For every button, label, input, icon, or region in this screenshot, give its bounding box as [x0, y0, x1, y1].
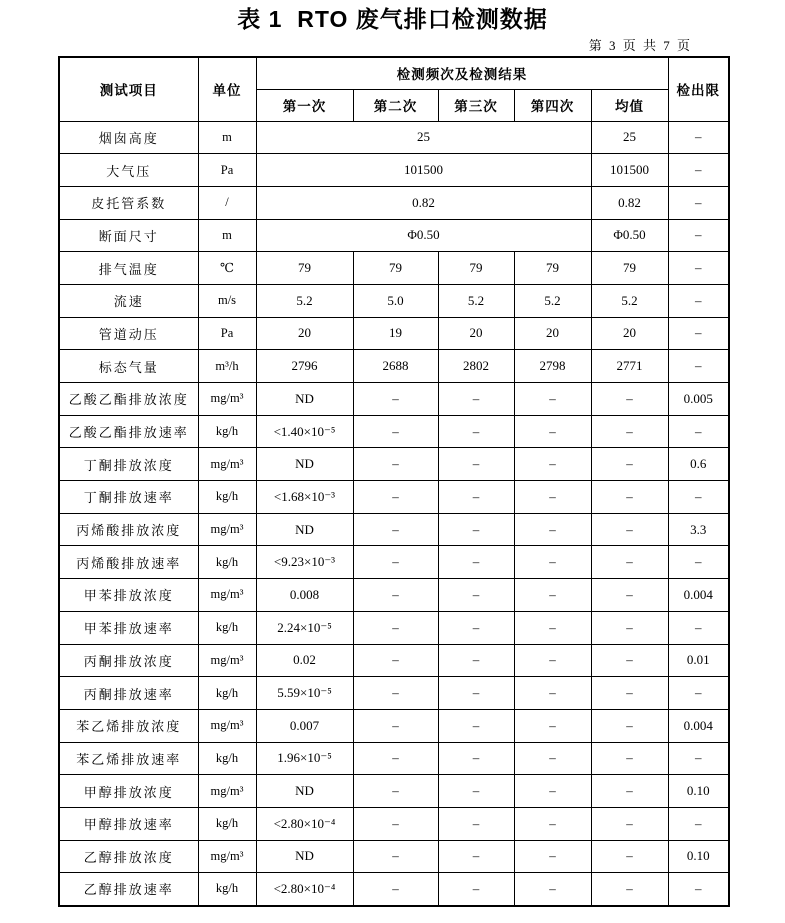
row-item-label: 乙醇排放速率 [59, 873, 198, 906]
detection-data-table [58, 56, 730, 907]
row-value-4: – [514, 873, 591, 906]
table-row [59, 677, 729, 710]
row-value-2: – [353, 644, 438, 677]
row-detection-limit: 3.3 [668, 513, 729, 546]
row-average: – [591, 807, 668, 840]
row-value-4: 2798 [514, 350, 591, 383]
row-average: – [591, 644, 668, 677]
row-value-4: – [514, 415, 591, 448]
row-detection-limit: – [668, 317, 729, 350]
row-item-label: 乙酸乙酯排放速率 [59, 415, 198, 448]
row-detection-limit: 0.6 [668, 448, 729, 481]
row-unit: mg/m³ [198, 840, 256, 873]
row-merged-value: 25 [256, 121, 591, 154]
row-value-3: – [438, 677, 514, 710]
table-row [59, 252, 729, 285]
row-value-2: – [353, 481, 438, 514]
header-row-group [59, 57, 729, 89]
table-row [59, 284, 729, 317]
row-detection-limit: 0.10 [668, 840, 729, 873]
row-average: – [591, 873, 668, 906]
row-value-1: ND [256, 383, 353, 416]
row-item-label: 甲醇排放浓度 [59, 775, 198, 808]
row-average: – [591, 775, 668, 808]
row-item-label: 丙烯酸排放速率 [59, 546, 198, 579]
row-value-3: – [438, 383, 514, 416]
row-unit: / [198, 186, 256, 219]
row-value-1: <2.80×10⁻⁴ [256, 807, 353, 840]
row-unit: mg/m³ [198, 775, 256, 808]
table-row [59, 546, 729, 579]
col-header-frequency-results-group: 检测频次及检测结果 [256, 57, 668, 89]
row-average: 79 [591, 252, 668, 285]
row-unit: m [198, 121, 256, 154]
row-average: – [591, 448, 668, 481]
table-row [59, 579, 729, 612]
col-header-run-1: 第一次 [256, 89, 353, 121]
col-header-detection-limit: 检出限 [668, 57, 729, 121]
row-average: 101500 [591, 154, 668, 187]
row-average: – [591, 513, 668, 546]
table-row [59, 219, 729, 252]
row-average: – [591, 840, 668, 873]
row-value-1: ND [256, 775, 353, 808]
row-value-2: – [353, 807, 438, 840]
row-detection-limit: – [668, 677, 729, 710]
row-item-label: 丁酮排放浓度 [59, 448, 198, 481]
row-detection-limit: – [668, 807, 729, 840]
table-row [59, 383, 729, 416]
row-average: Φ0.50 [591, 219, 668, 252]
row-unit: mg/m³ [198, 383, 256, 416]
row-item-label: 丙酮排放速率 [59, 677, 198, 710]
row-unit: m³/h [198, 350, 256, 383]
row-value-2: 2688 [353, 350, 438, 383]
row-detection-limit: – [668, 611, 729, 644]
row-value-3: – [438, 579, 514, 612]
row-value-4: 20 [514, 317, 591, 350]
row-unit: mg/m³ [198, 644, 256, 677]
row-value-1: <2.80×10⁻⁴ [256, 873, 353, 906]
row-value-4: – [514, 775, 591, 808]
row-average: 0.82 [591, 186, 668, 219]
row-unit: mg/m³ [198, 579, 256, 612]
row-value-3: – [438, 807, 514, 840]
row-value-3: 5.2 [438, 284, 514, 317]
row-unit: mg/m³ [198, 709, 256, 742]
row-item-label: 甲苯排放浓度 [59, 579, 198, 612]
row-detection-limit: 0.005 [668, 383, 729, 416]
row-detection-limit: 0.01 [668, 644, 729, 677]
row-value-3: 20 [438, 317, 514, 350]
row-value-4: – [514, 513, 591, 546]
row-value-1: 20 [256, 317, 353, 350]
row-value-4: – [514, 840, 591, 873]
row-detection-limit: – [668, 546, 729, 579]
row-item-label: 烟囱高度 [59, 121, 198, 154]
row-value-2: – [353, 448, 438, 481]
row-item-label: 乙醇排放浓度 [59, 840, 198, 873]
row-unit: kg/h [198, 546, 256, 579]
row-detection-limit: – [668, 284, 729, 317]
table-row [59, 481, 729, 514]
row-value-3: – [438, 513, 514, 546]
table-row [59, 644, 729, 677]
row-average: – [591, 709, 668, 742]
table-row [59, 709, 729, 742]
row-value-2: 19 [353, 317, 438, 350]
row-detection-limit: – [668, 873, 729, 906]
row-value-4: – [514, 807, 591, 840]
row-detection-limit: – [668, 350, 729, 383]
row-value-1: 2796 [256, 350, 353, 383]
row-item-label: 皮托管系数 [59, 186, 198, 219]
row-value-4: – [514, 579, 591, 612]
row-unit: m [198, 219, 256, 252]
row-detection-limit: – [668, 252, 729, 285]
row-value-2: 5.0 [353, 284, 438, 317]
row-item-label: 甲苯排放速率 [59, 611, 198, 644]
row-average: 5.2 [591, 284, 668, 317]
row-value-4: – [514, 481, 591, 514]
row-value-1: 2.24×10⁻⁵ [256, 611, 353, 644]
row-detection-limit: 0.004 [668, 709, 729, 742]
row-value-2: – [353, 742, 438, 775]
row-unit: kg/h [198, 415, 256, 448]
row-value-2: – [353, 415, 438, 448]
row-detection-limit: – [668, 415, 729, 448]
row-unit: mg/m³ [198, 513, 256, 546]
row-value-3: – [438, 611, 514, 644]
row-value-3: – [438, 873, 514, 906]
row-value-4: – [514, 546, 591, 579]
row-value-1: 0.007 [256, 709, 353, 742]
page-title: 表 1 RTO 废气排口检测数据 [237, 6, 548, 32]
row-value-3: 2802 [438, 350, 514, 383]
row-value-1: <1.68×10⁻³ [256, 481, 353, 514]
row-value-2: – [353, 840, 438, 873]
row-detection-limit: – [668, 219, 729, 252]
row-merged-value: Φ0.50 [256, 219, 591, 252]
row-item-label: 丙烯酸排放浓度 [59, 513, 198, 546]
row-item-label: 丙酮排放浓度 [59, 644, 198, 677]
row-unit: mg/m³ [198, 448, 256, 481]
table-row [59, 742, 729, 775]
row-average: 20 [591, 317, 668, 350]
table-row [59, 317, 729, 350]
row-unit: kg/h [198, 807, 256, 840]
row-value-3: – [438, 415, 514, 448]
row-value-2: – [353, 677, 438, 710]
row-average: – [591, 481, 668, 514]
row-unit: Pa [198, 317, 256, 350]
row-average: – [591, 579, 668, 612]
row-value-3: – [438, 546, 514, 579]
row-value-1: 0.008 [256, 579, 353, 612]
row-detection-limit: 0.004 [668, 579, 729, 612]
table-row [59, 873, 729, 906]
row-item-label: 苯乙烯排放速率 [59, 742, 198, 775]
row-value-3: 79 [438, 252, 514, 285]
row-average: – [591, 383, 668, 416]
row-value-3: – [438, 709, 514, 742]
row-value-3: – [438, 840, 514, 873]
row-value-4: – [514, 709, 591, 742]
row-value-2: – [353, 579, 438, 612]
row-unit: Pa [198, 154, 256, 187]
page-number-indicator: 第 3 页 共 7 页 [588, 38, 692, 53]
row-detection-limit: – [668, 186, 729, 219]
row-item-label: 苯乙烯排放浓度 [59, 709, 198, 742]
row-unit: kg/h [198, 481, 256, 514]
table-row [59, 611, 729, 644]
row-value-1: <1.40×10⁻⁵ [256, 415, 353, 448]
row-value-2: – [353, 611, 438, 644]
row-merged-value: 0.82 [256, 186, 591, 219]
row-item-label: 甲醇排放速率 [59, 807, 198, 840]
col-header-average: 均值 [591, 89, 668, 121]
table-row [59, 350, 729, 383]
row-value-2: – [353, 546, 438, 579]
table-row [59, 154, 729, 187]
row-value-4: – [514, 644, 591, 677]
row-value-2: – [353, 873, 438, 906]
row-average: 25 [591, 121, 668, 154]
row-average: 2771 [591, 350, 668, 383]
row-value-1: 0.02 [256, 644, 353, 677]
row-value-1: ND [256, 840, 353, 873]
row-detection-limit: – [668, 742, 729, 775]
row-value-1: 79 [256, 252, 353, 285]
row-value-4: – [514, 677, 591, 710]
row-average: – [591, 546, 668, 579]
row-value-3: – [438, 742, 514, 775]
table-row [59, 513, 729, 546]
row-item-label: 大气压 [59, 154, 198, 187]
row-item-label: 乙酸乙酯排放浓度 [59, 383, 198, 416]
row-value-2: 79 [353, 252, 438, 285]
row-value-3: – [438, 775, 514, 808]
row-value-2: – [353, 775, 438, 808]
table-row [59, 448, 729, 481]
row-unit: m/s [198, 284, 256, 317]
row-value-4: – [514, 383, 591, 416]
row-value-2: – [353, 513, 438, 546]
row-value-2: – [353, 383, 438, 416]
col-header-test-item: 测试项目 [59, 57, 198, 121]
row-value-1: ND [256, 448, 353, 481]
row-value-1: ND [256, 513, 353, 546]
row-value-4: – [514, 742, 591, 775]
table-row [59, 840, 729, 873]
row-item-label: 断面尺寸 [59, 219, 198, 252]
row-average: – [591, 677, 668, 710]
row-unit: kg/h [198, 611, 256, 644]
row-average: – [591, 742, 668, 775]
row-detection-limit: – [668, 121, 729, 154]
col-header-unit: 单位 [198, 57, 256, 121]
row-value-4: 79 [514, 252, 591, 285]
row-value-3: – [438, 448, 514, 481]
row-item-label: 管道动压 [59, 317, 198, 350]
row-value-1: 1.96×10⁻⁵ [256, 742, 353, 775]
row-average: – [591, 611, 668, 644]
row-average: – [591, 415, 668, 448]
col-header-run-2: 第二次 [353, 89, 438, 121]
col-header-run-4: 第四次 [514, 89, 591, 121]
row-detection-limit: – [668, 481, 729, 514]
row-unit: kg/h [198, 873, 256, 906]
row-value-1: <9.23×10⁻³ [256, 546, 353, 579]
row-value-1: 5.59×10⁻⁵ [256, 677, 353, 710]
row-unit: kg/h [198, 742, 256, 775]
row-value-2: – [353, 709, 438, 742]
table-row [59, 415, 729, 448]
row-unit: kg/h [198, 677, 256, 710]
row-value-1: 5.2 [256, 284, 353, 317]
row-item-label: 丁酮排放速率 [59, 481, 198, 514]
row-value-3: – [438, 481, 514, 514]
row-unit: ℃ [198, 252, 256, 285]
row-value-4: – [514, 611, 591, 644]
row-merged-value: 101500 [256, 154, 591, 187]
row-detection-limit: – [668, 154, 729, 187]
row-item-label: 排气温度 [59, 252, 198, 285]
col-header-run-3: 第三次 [438, 89, 514, 121]
row-item-label: 流速 [59, 284, 198, 317]
table-header [59, 57, 729, 121]
table-row [59, 807, 729, 840]
row-value-4: – [514, 448, 591, 481]
table-row [59, 775, 729, 808]
table-body [59, 121, 729, 906]
table-row [59, 186, 729, 219]
row-item-label: 标态气量 [59, 350, 198, 383]
row-detection-limit: 0.10 [668, 775, 729, 808]
row-value-3: – [438, 644, 514, 677]
row-value-4: 5.2 [514, 284, 591, 317]
table-row [59, 121, 729, 154]
